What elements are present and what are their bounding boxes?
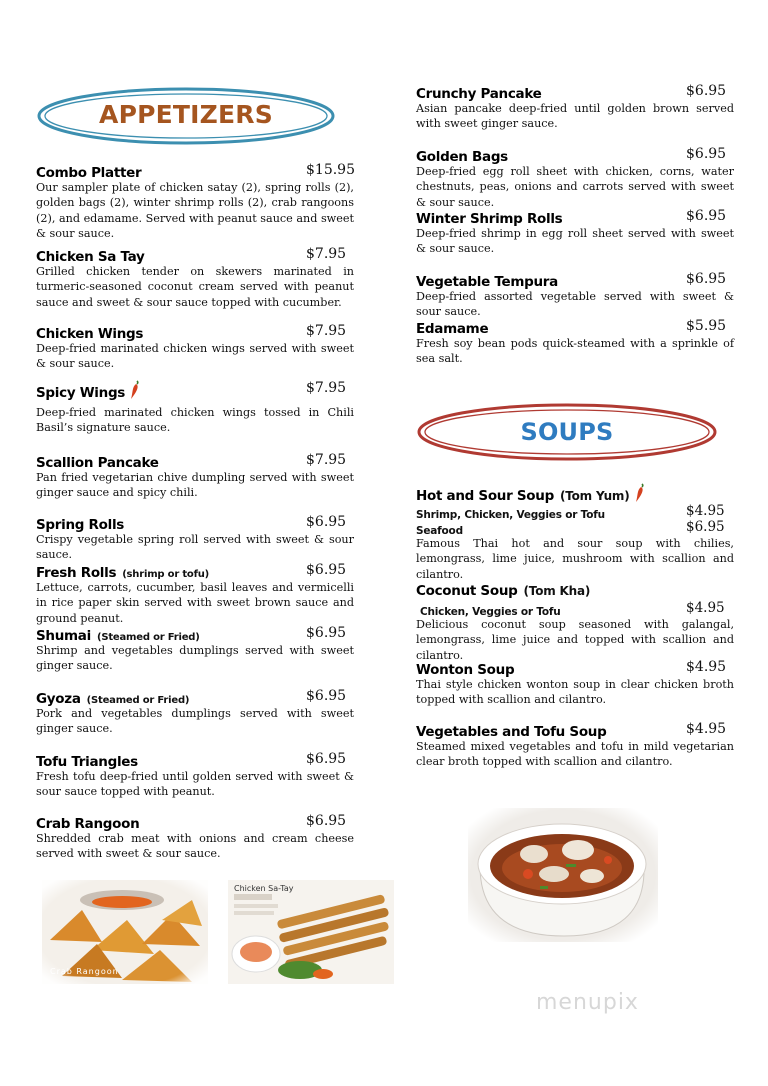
item-description: Shredded crab meat with onions and cream cheese served with sweet & sour sauce.	[36, 832, 354, 861]
item-name: Winter Shrimp Rolls	[416, 211, 563, 227]
item-description: Fresh tofu deep-fried until golden served with sweet & sour sauce topped with peanut.	[36, 770, 354, 799]
item-price: $7.95	[306, 380, 347, 396]
item-name: Hot and Sour Soup	[416, 488, 554, 504]
item-price: $6.95	[306, 813, 347, 829]
photo-caption: Chicken Sa-Tay	[234, 884, 294, 893]
option-price: $4.95	[686, 503, 725, 519]
item-name: Spring Rolls	[36, 517, 125, 533]
item-description: Steamed mixed vegetables and tofu in mild vegetarian clear broth topped with scallion and cilantro.	[416, 740, 734, 769]
option-label: Shrimp, Chicken, Veggies or Tofu	[416, 509, 605, 521]
item-price: $5.95	[686, 318, 727, 334]
chili-pepper-icon	[634, 483, 646, 503]
item-price: $6.95	[686, 271, 727, 287]
item-name: Golden Bags	[416, 149, 508, 165]
option-label: Seafood	[416, 525, 463, 537]
menu-item	[416, 208, 734, 257]
soups-title: SOUPS	[520, 418, 614, 446]
photo-caption: Crab Rangoon	[50, 967, 119, 976]
menu-item	[36, 751, 354, 800]
menu-item	[36, 162, 354, 242]
item-name: Coconut Soup	[416, 583, 518, 599]
item-description: Our sampler plate of chicken satay (2), spring rolls (2), golden bags (2), winter shrimp rolls (2), crab rangoons (2), and edamame. Served with peanut sauce and sweet & sour sauce.	[36, 181, 354, 241]
item-price: $6.95	[686, 83, 727, 99]
item-description: Asian pancake deep-fried until golden brown served with sweet ginger sauce.	[416, 102, 734, 131]
item-description: Deep-fried marinated chicken wings served with sweet & sour sauce.	[36, 342, 354, 371]
option-price: $6.95	[686, 519, 725, 535]
item-name: Edamame	[416, 321, 489, 337]
item-price: $6.95	[306, 751, 347, 767]
item-price: $6.95	[686, 208, 727, 224]
item-description: Thai style chicken wonton soup in clear chicken broth topped with scallion and cilantro.	[416, 678, 734, 707]
chicken-satay-photo	[228, 880, 394, 984]
item-description: Crispy vegetable spring roll served with sweet & sour sauce.	[36, 533, 354, 562]
soups-banner	[416, 402, 718, 462]
item-name: Spicy Wings	[36, 385, 126, 401]
option-label: Chicken, Veggies or Tofu	[420, 606, 561, 618]
item-description: Deep-fried marinated chicken wings tossed in Chili Basil’s signature sauce.	[36, 406, 354, 435]
item-price: $4.95	[686, 659, 727, 675]
menu-item	[36, 514, 354, 563]
item-description: Deep-fried shrimp in egg roll sheet served with sweet & sour sauce.	[416, 227, 734, 256]
item-name: Crunchy Pancake	[416, 86, 542, 102]
item-description: Pan fried vegetarian chive dumpling served with sweet ginger sauce and spicy chili.	[36, 471, 354, 500]
item-description: Famous Thai hot and sour soup with chilies, lemongrass, lime juice, mushroom with scallion and cilantro.	[416, 537, 734, 581]
menu-item	[36, 380, 354, 436]
item-name: Fresh Rolls	[36, 565, 117, 581]
item-description: Lettuce, carrots, cucumber, basil leaves and vermicelli in rice paper skin served with sweet brown sauce and ground peanut.	[36, 581, 354, 625]
menu-item	[416, 318, 734, 367]
item-price: $4.95	[686, 721, 727, 737]
item-price: $15.95	[306, 162, 355, 178]
item-price: $7.95	[306, 323, 347, 339]
item-name: Gyoza	[36, 691, 81, 707]
item-note: (Steamed or Fried)	[96, 632, 200, 643]
soup-bowl-photo	[468, 808, 658, 942]
item-description: Fresh soy bean pods quick-steamed with a sprinkle of sea salt.	[416, 337, 734, 366]
item-name: Crab Rangoon	[36, 816, 140, 832]
menu-item	[416, 659, 734, 708]
menu-item	[36, 452, 354, 501]
item-price: $7.95	[306, 246, 347, 262]
item-description: Shrimp and vegetables dumplings served with sweet ginger sauce.	[36, 644, 354, 673]
item-name: Tofu Triangles	[36, 754, 138, 770]
menu-item	[416, 271, 734, 320]
item-name: Combo Platter	[36, 165, 142, 181]
crab-rangoon-photo	[42, 880, 208, 984]
item-price: $6.95	[306, 514, 347, 530]
item-name: Scallion Pancake	[36, 455, 159, 471]
item-name: Wonton Soup	[416, 662, 515, 678]
menu-item	[36, 562, 354, 626]
item-price: $6.95	[686, 146, 727, 162]
item-price: $6.95	[306, 562, 347, 578]
item-description: Deep-fried egg roll sheet with chicken, corns, water chestnuts, peas, onions and carrots served with sweet & sour sauce.	[416, 165, 734, 209]
menu-item	[416, 580, 734, 663]
item-name: Chicken Wings	[36, 326, 144, 342]
item-name: Vegetables and Tofu Soup	[416, 724, 607, 740]
menu-item	[416, 146, 734, 210]
menu-item	[416, 83, 734, 132]
menu-item	[36, 688, 354, 737]
menu-item	[416, 721, 734, 770]
chili-pepper-icon	[129, 380, 141, 400]
item-description: Grilled chicken tender on skewers marinated in turmeric-seasoned coconut cream served with peanut sauce and sweet & sour sauce topped with cucumber.	[36, 265, 354, 309]
item-description: Delicious coconut soup seasoned with galangal, lemongrass, lime juice and topped with scallion and cilantro.	[416, 618, 734, 662]
menu-item	[36, 813, 354, 862]
menu-item	[36, 323, 354, 372]
menu-item	[36, 625, 354, 674]
menupix-watermark: menupix	[536, 990, 639, 1015]
option-price: $4.95	[686, 600, 725, 616]
item-note: (shrimp or tofu)	[122, 569, 210, 580]
item-note: (Tom Kha)	[523, 584, 591, 598]
menu-item	[416, 483, 734, 582]
menu-item	[36, 246, 354, 310]
item-price: $6.95	[306, 625, 347, 641]
appetizers-banner	[36, 86, 336, 146]
item-description: Pork and vegetables dumplings served with sweet ginger sauce.	[36, 707, 354, 736]
item-name: Shumai	[36, 628, 91, 644]
item-price: $7.95	[306, 452, 347, 468]
item-name: Chicken Sa Tay	[36, 249, 145, 265]
item-name: Vegetable Tempura	[416, 274, 558, 290]
item-note: (Steamed or Fried)	[86, 695, 190, 706]
item-description: Deep-fried assorted vegetable served with sweet & sour sauce.	[416, 290, 734, 319]
item-price: $6.95	[306, 688, 347, 704]
appetizers-title: APPETIZERS	[99, 100, 273, 129]
item-note: (Tom Yum)	[559, 489, 630, 503]
